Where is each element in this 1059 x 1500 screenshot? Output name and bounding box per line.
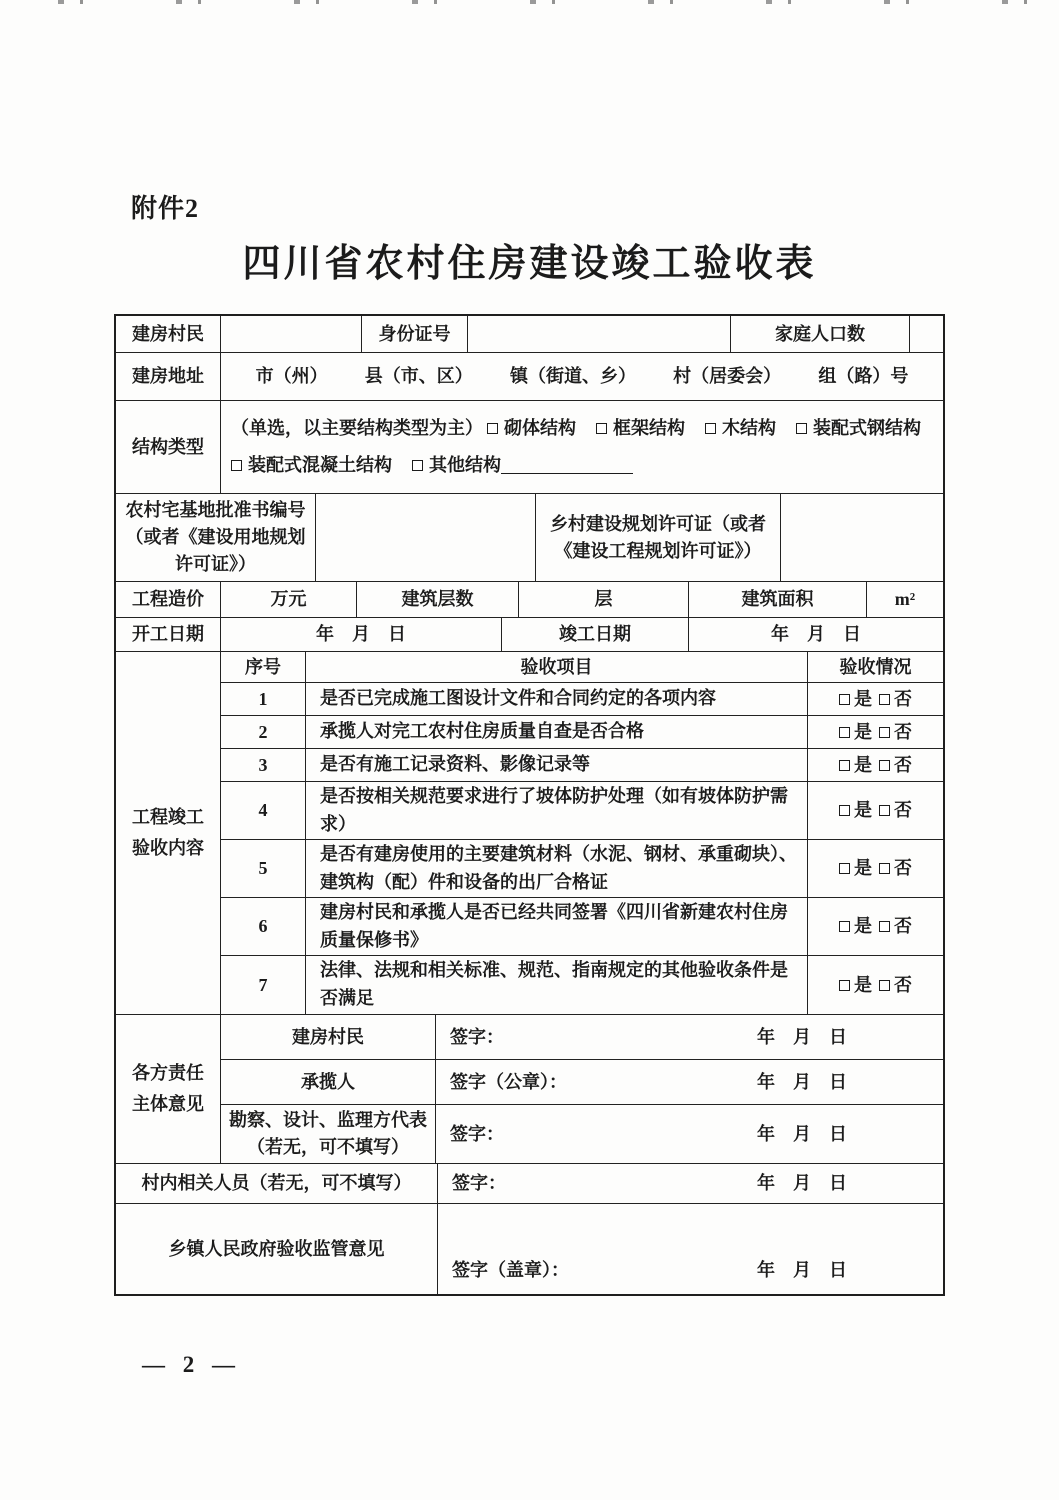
family-size-input-cell[interactable] xyxy=(910,316,943,352)
item-number: 5 xyxy=(221,840,306,897)
item-number: 1 xyxy=(221,683,306,715)
address-input-cell[interactable] xyxy=(221,353,943,400)
sign-date: 年 月 日 xyxy=(757,1123,847,1144)
inspection-items-table xyxy=(221,652,943,1014)
checkbox-icon[interactable] xyxy=(487,423,498,434)
item-text: 是否有施工记录资料、影像记录等 xyxy=(306,749,808,781)
signature-row-supervisor xyxy=(221,1105,943,1163)
structure-options-line-1 xyxy=(231,415,941,442)
builder-input-cell[interactable] xyxy=(221,316,362,352)
structure-option-wood[interactable]: 木结构 xyxy=(705,415,776,442)
structure-note: （单选，以主要结构类型为主） xyxy=(231,418,483,438)
start-date-input-cell[interactable]: 年 月 日 xyxy=(221,618,502,651)
sign-label: 签字： xyxy=(452,1173,506,1193)
item-text: 法律、法规和相关标准、规范、指南规定的其他验收条件是否满足 xyxy=(306,956,808,1014)
inspection-item-row xyxy=(221,683,943,716)
item-number: 6 xyxy=(221,898,306,955)
floors-label: 建筑层数 xyxy=(357,582,519,617)
signatures-group-row xyxy=(116,1015,943,1164)
cost-row xyxy=(116,582,943,618)
sign-date: 年 月 日 xyxy=(757,1026,847,1047)
inspection-item-row xyxy=(221,840,943,898)
item-status-cell: 是 否 xyxy=(808,716,943,748)
checkbox-icon[interactable] xyxy=(596,423,607,434)
signatures-group-label: 各方责任 主体意见 xyxy=(116,1015,221,1163)
project-cost-label: 工程造价 xyxy=(116,582,221,617)
project-cost-unit[interactable]: 万元 xyxy=(221,582,357,617)
planning-permit-input-cell[interactable] xyxy=(781,494,943,581)
floors-unit[interactable]: 层 xyxy=(519,582,689,617)
page-number: — 2 — xyxy=(142,1352,241,1377)
yes-checkbox-icon[interactable] xyxy=(839,980,850,991)
structure-type-label: 结构类型 xyxy=(116,401,221,493)
attachment-label: 附件2 xyxy=(131,194,200,223)
village-persons-label: 村内相关人员（若无，可不填写） xyxy=(116,1164,438,1203)
id-number-label: 身份证号 xyxy=(362,316,468,352)
yes-checkbox-icon[interactable] xyxy=(839,805,850,816)
address-part-village: 村（居委会） xyxy=(673,366,782,386)
signatures-rows xyxy=(221,1015,943,1163)
signature-field[interactable] xyxy=(436,1105,943,1163)
structure-option-frame[interactable]: 框架结构 xyxy=(596,415,685,442)
item-status-cell: 是 否 xyxy=(808,683,943,715)
sign-date: 年 月 日 xyxy=(757,1173,847,1193)
yes-checkbox-icon[interactable] xyxy=(839,727,850,738)
signature-field[interactable] xyxy=(436,1060,943,1104)
signature-field[interactable] xyxy=(436,1015,943,1059)
checkbox-icon[interactable] xyxy=(705,423,716,434)
sign-label: 签字（盖章）： xyxy=(452,1260,569,1280)
item-number: 7 xyxy=(221,956,306,1014)
address-part-county: 县（市、区） xyxy=(364,366,473,386)
item-number: 3 xyxy=(221,749,306,781)
start-date-label: 开工日期 xyxy=(116,618,221,651)
yes-checkbox-icon[interactable] xyxy=(839,694,850,705)
item-status-cell: 是 否 xyxy=(808,898,943,955)
signer-role-label: 建房村民 xyxy=(221,1015,436,1059)
inspection-header-item: 验收项目 xyxy=(306,652,808,682)
homestead-approval-input-cell[interactable] xyxy=(316,494,536,581)
yes-checkbox-icon[interactable] xyxy=(839,760,850,771)
item-text: 建房村民和承揽人是否已经共同签署《四川省新建农村住房质量保修书》 xyxy=(306,898,808,955)
sign-label: 签字（公章）： xyxy=(450,1071,567,1092)
address-row xyxy=(116,353,943,401)
no-checkbox-icon[interactable] xyxy=(879,921,890,932)
inspection-header-status: 验收情况 xyxy=(839,656,912,677)
government-opinion-field[interactable] xyxy=(438,1204,943,1294)
item-text: 是否已完成施工图设计文件和合同约定的各项内容 xyxy=(306,683,808,715)
signer-role-label: 承揽人 xyxy=(221,1060,436,1104)
no-checkbox-icon[interactable] xyxy=(879,760,890,771)
id-number-input-cell[interactable] xyxy=(468,316,731,352)
address-label: 建房地址 xyxy=(116,353,221,400)
item-text: 承揽人对完工农村住房质量自查是否合格 xyxy=(306,716,808,748)
no-checkbox-icon[interactable] xyxy=(879,727,890,738)
area-label: 建筑面积 xyxy=(689,582,867,617)
village-persons-row xyxy=(116,1164,943,1204)
signer-role-label: 勘察、设计、监理方代表（若无，可不填写） xyxy=(221,1105,436,1163)
family-size-label: 家庭人口数 xyxy=(731,316,910,352)
address-part-city: 市（州） xyxy=(255,366,328,386)
structure-type-options-cell xyxy=(221,401,951,493)
item-status-cell: 是 否 xyxy=(808,956,943,1014)
homestead-approval-label: 农村宅基地批准书编号（或者《建设用地规划许可证》） xyxy=(116,494,316,581)
structure-option-precast-concrete[interactable]: 装配式混凝土结构 xyxy=(231,452,392,479)
sign-date: 年 月 日 xyxy=(757,1071,847,1092)
inspection-item-row xyxy=(221,956,943,1014)
inspection-group-label: 工程竣工 验收内容 xyxy=(116,652,221,1014)
structure-option-other[interactable]: 其他结构 xyxy=(412,452,501,479)
item-text: 是否有建房使用的主要建筑材料（水泥、钢材、承重砌块）、建筑构（配）件和设备的出厂合格证 xyxy=(306,840,808,897)
structure-type-row xyxy=(116,401,943,494)
checkbox-icon[interactable] xyxy=(796,423,807,434)
permit-row xyxy=(116,494,943,582)
yes-checkbox-icon[interactable] xyxy=(839,863,850,874)
government-opinion-row xyxy=(116,1204,943,1294)
government-opinion-label: 乡镇人民政府验收监管意见 xyxy=(116,1204,438,1294)
item-status-cell: 是 否 xyxy=(808,749,943,781)
yes-checkbox-icon[interactable] xyxy=(839,921,850,932)
page-title: 四川省农村住房建设竣工验收表 xyxy=(242,243,817,285)
village-signature-field[interactable] xyxy=(438,1164,943,1203)
area-unit[interactable]: m² xyxy=(894,589,916,609)
inspection-item-row xyxy=(221,898,943,956)
item-text: 是否按相关规范要求进行了坡体防护处理（如有坡体防护需求） xyxy=(306,782,808,839)
structure-option-steel[interactable]: 装配式钢结构 xyxy=(796,415,921,442)
structure-options-line-2 xyxy=(231,452,633,479)
dates-row xyxy=(116,618,943,652)
inspection-header-row xyxy=(221,652,943,683)
planning-permit-label: 乡村建设规划许可证（或者《建设工程规划许可证》） xyxy=(536,494,781,581)
checkbox-icon[interactable] xyxy=(231,460,242,471)
sign-label: 签字： xyxy=(450,1026,504,1047)
inspection-group-row xyxy=(116,652,943,1015)
sign-date: 年 月 日 xyxy=(757,1260,847,1280)
address-part-town: 镇（街道、乡） xyxy=(509,366,636,386)
government-sign-line xyxy=(438,1257,943,1294)
address-part-group: 组（路）号 xyxy=(818,366,909,386)
inspection-item-row xyxy=(221,716,943,749)
item-number: 2 xyxy=(221,716,306,748)
acceptance-form-table xyxy=(114,314,945,1296)
end-date-label: 竣工日期 xyxy=(502,618,689,651)
checkbox-icon[interactable] xyxy=(412,460,423,471)
other-structure-blank-field[interactable] xyxy=(501,458,633,474)
item-status-cell: 是 否 xyxy=(808,840,943,897)
no-checkbox-icon[interactable] xyxy=(879,805,890,816)
no-checkbox-icon[interactable] xyxy=(879,980,890,991)
end-date-input-cell[interactable]: 年 月 日 xyxy=(771,624,861,644)
inspection-item-row xyxy=(221,749,943,782)
inspection-item-row xyxy=(221,782,943,840)
scan-artifact-top xyxy=(10,0,1049,4)
signature-row-builder xyxy=(221,1015,943,1060)
structure-option-masonry[interactable]: 砌体结构 xyxy=(487,415,576,442)
no-checkbox-icon[interactable] xyxy=(879,863,890,874)
item-number: 4 xyxy=(221,782,306,839)
builder-row xyxy=(116,316,943,353)
item-status-cell: 是 否 xyxy=(808,782,943,839)
inspection-header-no: 序号 xyxy=(221,652,306,682)
no-checkbox-icon[interactable] xyxy=(879,694,890,705)
signature-row-contractor xyxy=(221,1060,943,1105)
builder-label: 建房村民 xyxy=(116,316,221,352)
sign-label: 签字： xyxy=(450,1123,504,1144)
